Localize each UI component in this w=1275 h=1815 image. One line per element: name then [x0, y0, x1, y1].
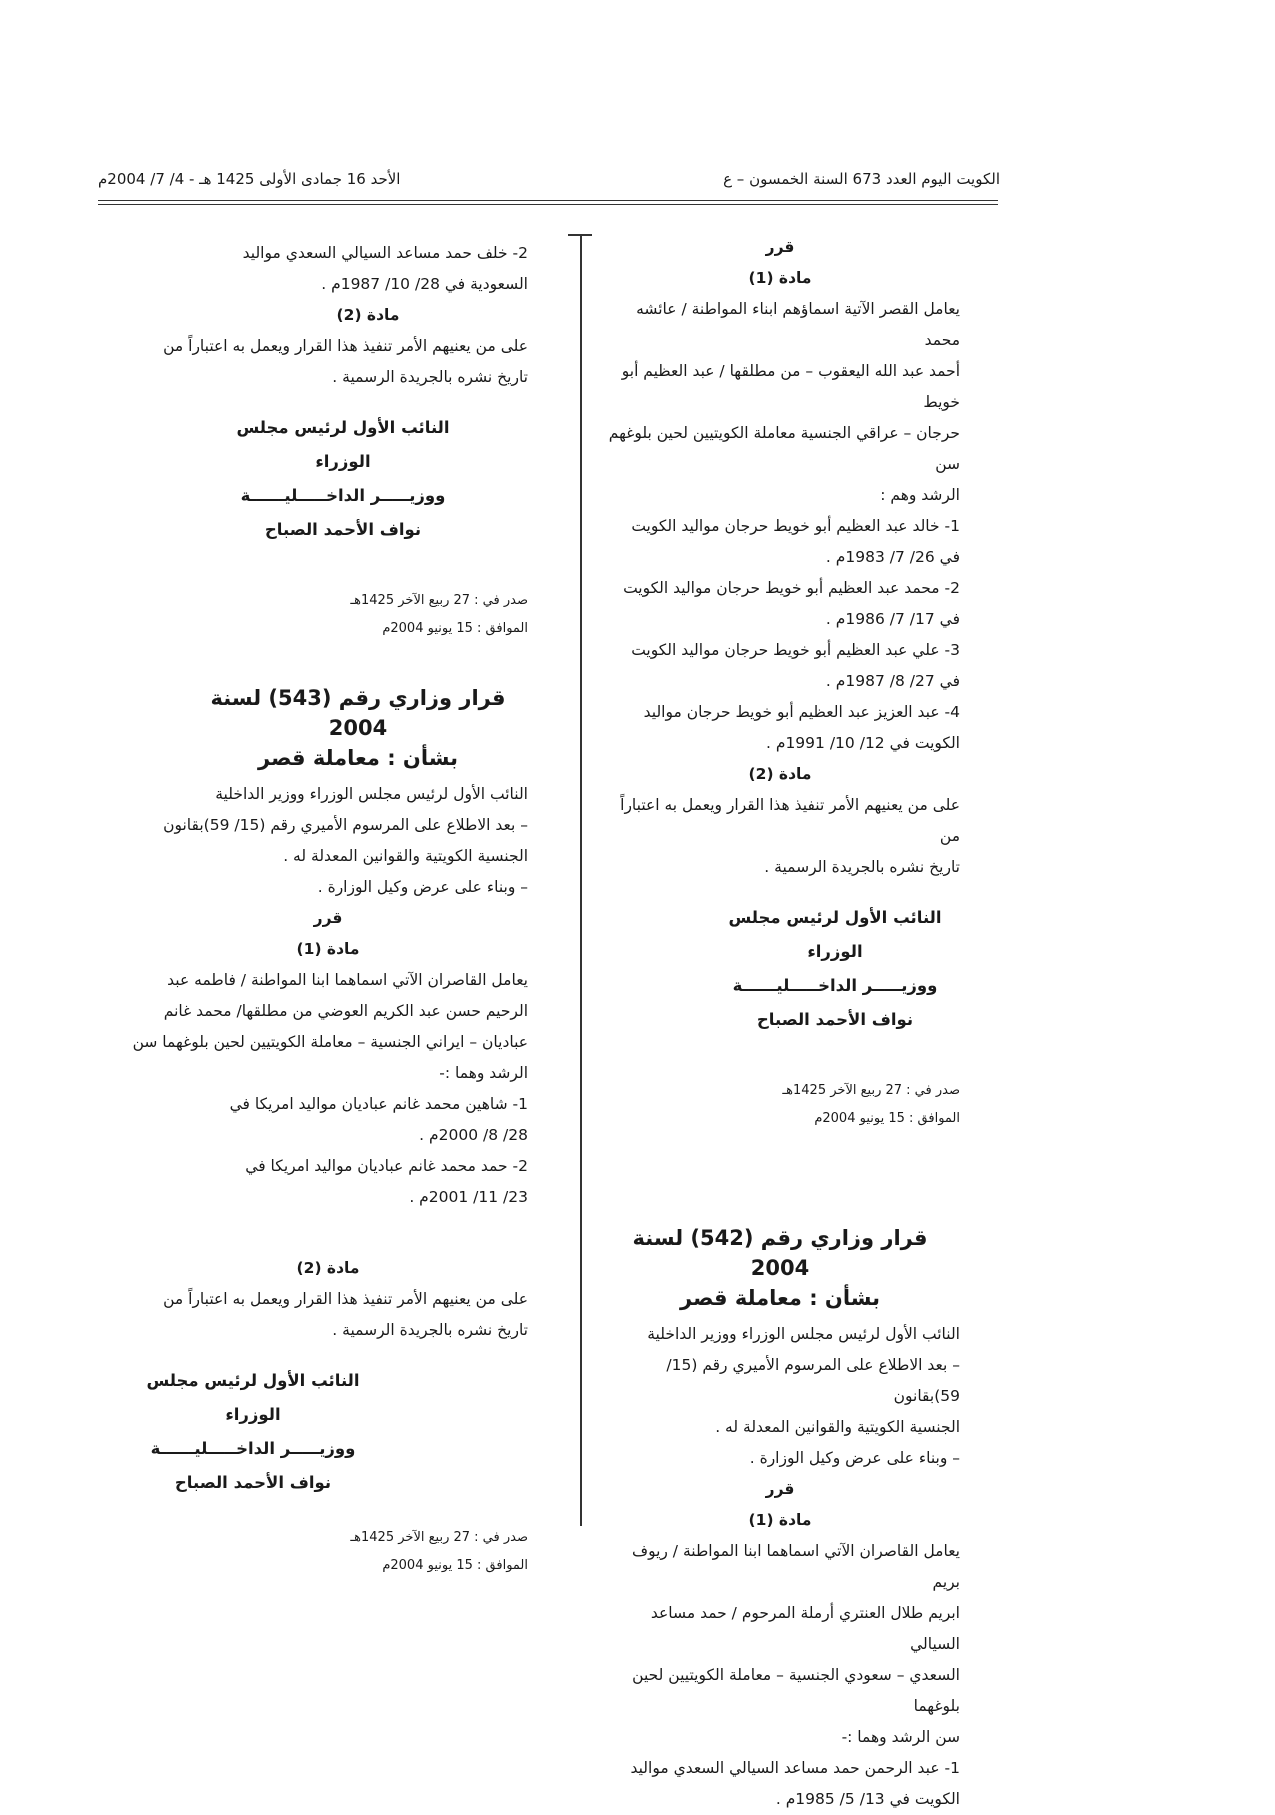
- signatory-ministry: ووزيـــــر الداخـــــليــــــة: [732, 976, 938, 995]
- decree-word: قرر: [765, 238, 795, 256]
- preamble-line: النائب الأول لرئيس مجلس الوزراء ووزير الداخلية: [215, 785, 528, 803]
- signatory-ministry: ووزيـــــر الداخـــــليــــــة: [240, 486, 446, 505]
- preamble-line: النائب الأول لرئيس مجلس الوزراء ووزير الداخلية: [647, 1325, 960, 1343]
- article-2-line: على من يعنيهم الأمر تنفيذ هذا القرار ويعمل به اعتباراً من: [620, 796, 960, 845]
- issued-gregorian: الموافق : 15 يونيو 2004م: [382, 1558, 528, 1573]
- issued-hijri: صدر في : 27 ربيع الآخر 1425هـ: [350, 1530, 528, 1545]
- left-column: [128, 238, 528, 1580]
- signature-block: [128, 1364, 378, 1500]
- issued-gregorian: الموافق : 15 يونيو 2004م: [814, 1111, 960, 1126]
- signatory-title: النائب الأول لرئيس مجلس الوزراء: [236, 418, 450, 471]
- signatory-name: نواف الأحمد الصباح: [756, 1010, 914, 1029]
- column-divider-cap: [568, 234, 592, 236]
- article-2-heading: مادة (2): [336, 306, 400, 324]
- header-issue-info: الكويت اليوم العدد 673 السنة الخمسون – ع: [723, 170, 1000, 188]
- minor-item-line: 3- علي عبد العظيم أبو خويط حرجان مواليد الكويت: [631, 641, 960, 659]
- article-1-line: الرشد وهما :-: [439, 1064, 528, 1082]
- issued-gregorian: الموافق : 15 يونيو 2004م: [382, 621, 528, 636]
- minor-item-line: 1- شاهين محمد غانم عباديان مواليد امريكا في: [229, 1095, 528, 1113]
- article-1-line: ابريم طلال العنتري أرملة المرحوم / حمد مساعد السيالي: [650, 1604, 960, 1653]
- preamble-line: الجنسية الكويتية والقوانين المعدلة له .: [715, 1418, 960, 1436]
- minor-item-line: في 27/ 8/ 1987م .: [825, 672, 960, 690]
- article-2-heading: مادة (2): [296, 1259, 360, 1277]
- signatory-ministry: ووزيـــــر الداخـــــليــــــة: [150, 1439, 356, 1458]
- article-1-heading: مادة (1): [748, 1511, 812, 1529]
- signature-block: [710, 901, 960, 1037]
- article-2-line: تاريخ نشره بالجريدة الرسمية .: [764, 858, 960, 876]
- minor-item-line: 23/ 11/ 2001م .: [409, 1188, 528, 1206]
- decree-word: قرر: [313, 909, 343, 927]
- minor-item-line: الكويت في 13/ 5/ 1985م .: [775, 1790, 960, 1808]
- preamble-line: الجنسية الكويتية والقوانين المعدلة له .: [283, 847, 528, 865]
- right-column: [600, 232, 960, 1815]
- article-1-line: أحمد عبد الله اليعقوب – من مطلقها / عبد العظيم أبو خويط: [621, 362, 960, 411]
- article-1-line: يعامل القصر الآتية اسماؤهم ابناء المواطنة / عائشه محمد: [636, 300, 960, 349]
- minor-item-line: 4- عبد العزيز عبد العظيم أبو خويط حرجان مواليد: [643, 703, 960, 721]
- article-1-line: يعامل القاصران الآتي اسماهما ابنا المواطنة / ريوف بريم: [632, 1542, 960, 1591]
- article-2-line: على من يعنيهم الأمر تنفيذ هذا القرار ويعمل به اعتباراً من: [163, 337, 528, 355]
- preamble-line: – وبناء على عرض وكيل الوزارة .: [317, 878, 528, 896]
- article-1-line: الرشد وهم :: [880, 486, 960, 504]
- article-1-line: سن الرشد وهما :-: [841, 1728, 960, 1746]
- issued-hijri: صدر في : 27 ربيع الآخر 1425هـ: [782, 1083, 960, 1098]
- minor-item-line: 2- حمد محمد غانم عباديان مواليد امريكا في: [245, 1157, 528, 1175]
- article-1-line: يعامل القاصران الآتي اسماهما ابنا المواطنة / فاطمه عبد: [167, 971, 528, 989]
- article-1-line: حرجان – عراقي الجنسية معاملة الكويتيين لحين بلوغهم سن: [608, 424, 960, 473]
- preamble-line: – بعد الاطلاع على المرسوم الأميري رقم (15/ 59)بقانون: [666, 1356, 960, 1405]
- minor-item-line: في 26/ 7/ 1983م .: [825, 548, 960, 566]
- article-1-line: الرحيم حسن عبد الكريم العوضي من مطلقها/ محمد غانم: [163, 1002, 528, 1020]
- article-2-heading: مادة (2): [748, 765, 812, 783]
- minor-item-line: 2- محمد عبد العظيم أبو خويط حرجان مواليد الكويت: [623, 579, 960, 597]
- article-1-heading: مادة (1): [296, 940, 360, 958]
- issue-date-block: [770, 1077, 960, 1133]
- issue-date-block: [328, 587, 528, 643]
- article-1-line: عباديان – ايراني الجنسية – معاملة الكويتيين لحين بلوغهما سن: [132, 1033, 528, 1051]
- decree-subject: بشأن : معاملة قصر: [680, 1286, 880, 1310]
- issued-hijri: صدر في : 27 ربيع الآخر 1425هـ: [350, 593, 528, 608]
- minor-item-line: 1- عبد الرحمن حمد مساعد السيالي السعدي مواليد: [630, 1759, 960, 1777]
- article-1-heading: مادة (1): [748, 269, 812, 287]
- decree-543: [128, 683, 528, 1580]
- decree-title: قرار وزاري رقم (542) لسنة 2004: [632, 1226, 928, 1280]
- minor-item-line: 28/ 8/ 2000م .: [419, 1126, 528, 1144]
- preamble-line: – وبناء على عرض وكيل الوزارة .: [749, 1449, 960, 1467]
- decree-subject: بشأن : معاملة قصر: [258, 746, 458, 770]
- minor-item-line: الكويت في 12/ 10/ 1991م .: [765, 734, 960, 752]
- article-1-line: السعدي – سعودي الجنسية – معاملة الكويتيين لحين بلوغهما: [632, 1666, 960, 1715]
- signatory-title: النائب الأول لرئيس مجلس الوزراء: [728, 908, 942, 961]
- minor-item-line: السعودية في 28/ 10/ 1987م .: [321, 275, 528, 293]
- article-2-line: على من يعنيهم الأمر تنفيذ هذا القرار ويعمل به اعتباراً من: [163, 1290, 528, 1308]
- minor-item-line: في 17/ 7/ 1986م .: [825, 610, 960, 628]
- decree-word: قرر: [765, 1480, 795, 1498]
- signatory-title: النائب الأول لرئيس مجلس الوزراء: [146, 1371, 360, 1424]
- minor-item-line: 2- خلف حمد مساعد السيالي السعدي مواليد: [242, 244, 528, 262]
- signature-block: [218, 411, 468, 547]
- article-2-line: تاريخ نشره بالجريدة الرسمية .: [332, 1321, 528, 1339]
- signatory-name: نواف الأحمد الصباح: [264, 520, 422, 539]
- preamble-line: – بعد الاطلاع على المرسوم الأميري رقم (15/ 59)بقانون: [163, 816, 528, 834]
- article-2-line: تاريخ نشره بالجريدة الرسمية .: [332, 368, 528, 386]
- decree-title: قرار وزاري رقم (543) لسنة 2004: [210, 686, 506, 740]
- signatory-name: نواف الأحمد الصباح: [174, 1473, 332, 1492]
- header-rule-bottom: [98, 204, 998, 205]
- minor-item-line: 1- خالد عبد العظيم أبو خويط حرجان مواليد الكويت: [631, 517, 960, 535]
- header-rule-top: [98, 200, 998, 201]
- header-date: الأحد 16 جمادى الأولى 1425 هـ - 4/ 7/ 2004م: [98, 170, 401, 188]
- decree-542: [600, 1223, 960, 1815]
- column-divider: [580, 236, 582, 1526]
- issue-date-block: [328, 1524, 528, 1580]
